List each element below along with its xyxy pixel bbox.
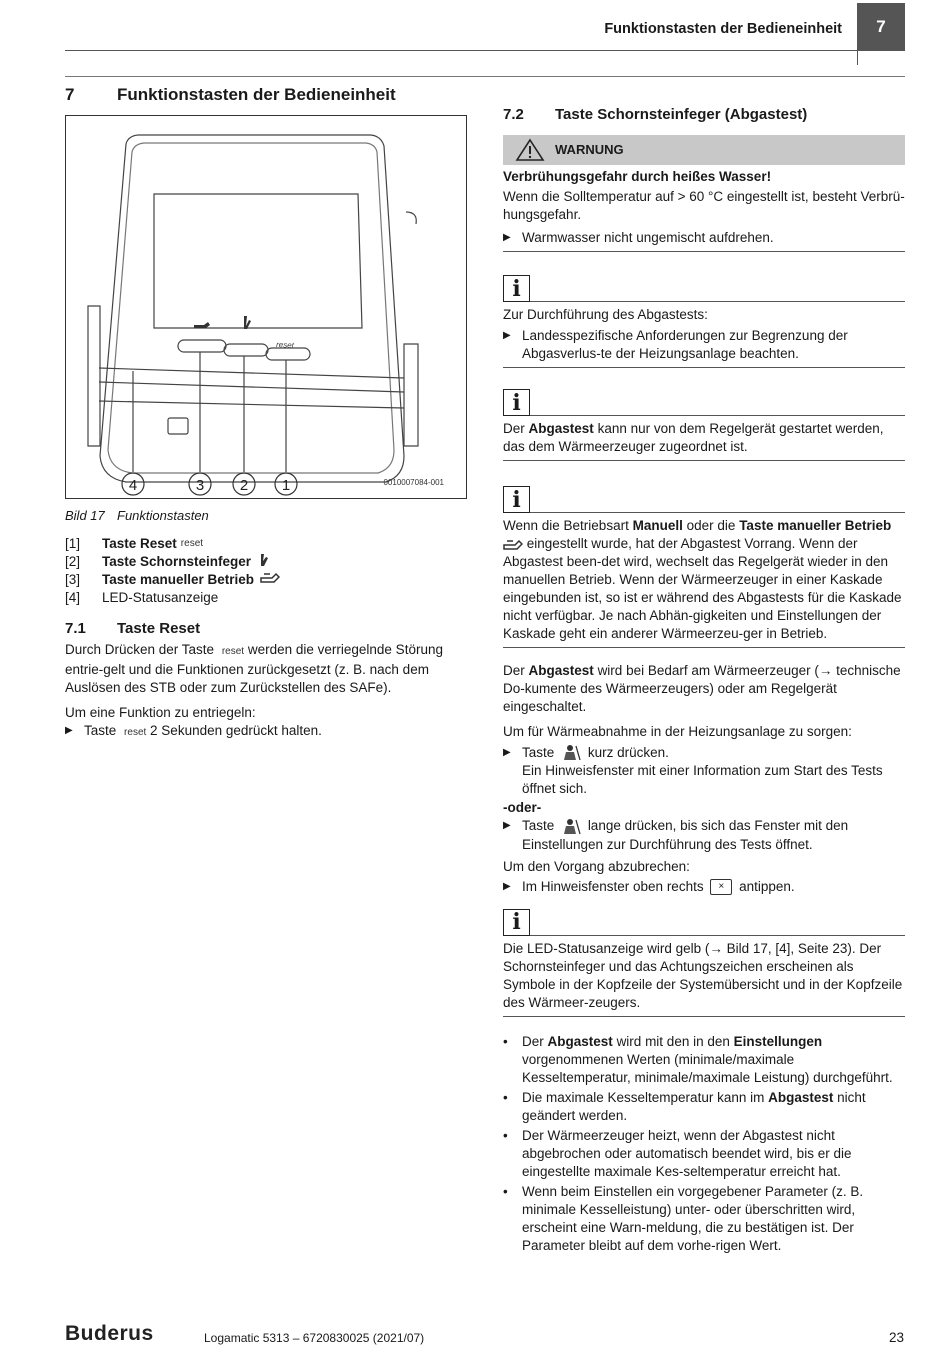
info-text: Zur Durchführung des Abgastests: xyxy=(503,307,708,322)
heat-intro: Um für Wärmeabnahme in der Heizungsanlage zu sorgen: xyxy=(503,724,852,739)
control-unit-drawing xyxy=(66,116,466,498)
exhaust-test-paragraph: Der Abgastest wird bei Bedarf am Wärmeerzeuger (→ technische Do-kumente des Wärmeerzeugers) oder am Regelgerät eingeschaltet. xyxy=(503,663,901,714)
chapter-heading-number: 7 xyxy=(65,85,75,104)
list-item: • Die maximale Kesseltemperatur kann im Abgastest nicht geändert werden. xyxy=(503,1089,866,1123)
divider xyxy=(530,935,905,936)
buderus-logo: Buderus xyxy=(65,1322,154,1345)
list-item: • Der Abgastest wird mit den in den Einstellungen vorgenommenen Werten (minimale/maximale Kesseltemperatur, minimale/maximale Leistung) durchgeführt. xyxy=(503,1033,893,1085)
warning-triangle-icon xyxy=(515,138,545,162)
warning-bar xyxy=(503,135,905,165)
callout-3: 3 xyxy=(195,477,205,494)
info-block-header xyxy=(503,483,905,513)
callout-2: 2 xyxy=(239,477,249,494)
legend-item xyxy=(65,589,467,607)
legend-label: Taste manueller Betrieb xyxy=(102,572,255,587)
step-arrow-icon: ▶ xyxy=(503,232,511,243)
legend-index: [1] xyxy=(65,536,81,551)
left-column xyxy=(65,84,467,742)
divider xyxy=(530,512,905,513)
section-title: Taste Reset xyxy=(117,620,201,637)
manual-mode-hand-icon xyxy=(503,538,523,550)
reset-description: Durch Drücken der Taste reset werden die verriegelnde Störung entrie-gelt und die Funktionen zurückgesetzt (z. B. nach dem Auslösen des STB oder zum Zurückstellen des SAFe). xyxy=(65,642,443,695)
step-arrow-icon: ▶ xyxy=(503,330,511,341)
divider xyxy=(530,415,905,416)
step-cancel: ▶ Im Hinweisfenster oben rechts × antippen. xyxy=(503,878,795,894)
close-icon: × xyxy=(710,879,732,895)
divider xyxy=(503,647,905,648)
document-reference: Logamatic 5313 – 6720830025 (2021/07) xyxy=(204,1331,425,1345)
chapter-tab: 7 xyxy=(857,3,905,51)
info-text: Wenn die Betriebsart Manuell oder die Taste manueller Betrieb eingestellt wurde, hat der Abgastest Vorrang. Wenn der Abgastest been-det wird, wechselt das Regelgerät wieder in den manuellen Betrieb. Wenn der Wärmeerzeuger in einer Kaskade eingebunden ist, so ist er während des Abgastests für die Kaskade nicht verfügbar. Je nach Abhän-gigkeiten und Einstellungen der Kaskade geht ein anderer Wärmeerzeu-ger in Betrieb. xyxy=(503,518,902,641)
unlock-step: ▶ Taste reset 2 Sekunden gedrückt halten. xyxy=(65,722,467,742)
chimney-sweep-icon xyxy=(558,818,584,836)
legend-index: [2] xyxy=(65,554,81,569)
section-7-2-heading xyxy=(503,105,905,125)
figure-caption-number: Bild 17 xyxy=(65,508,105,523)
step-long-press: ▶ Taste lange drücken, bis sich das Fenster mit den Einstellungen zur Durchführung des Tests öffnet. xyxy=(503,818,849,852)
header-rule-lower xyxy=(65,76,905,77)
info-icon: i xyxy=(503,909,530,936)
divider xyxy=(503,460,905,461)
chimney-sweep-icon xyxy=(257,553,269,567)
reset-key-text: reset xyxy=(124,727,147,738)
header-rule xyxy=(65,50,857,51)
callout-4: 4 xyxy=(128,477,138,494)
divider xyxy=(530,301,905,302)
callout-1: 1 xyxy=(281,477,291,494)
step-arrow-icon: ▶ xyxy=(503,820,511,832)
legend-index: [4] xyxy=(65,590,81,605)
section-7-1-heading xyxy=(65,619,467,639)
warning-text: Wenn die Solltemperatur auf > 60 °C eingestellt ist, besteht Verbrü-hungsgefahr. xyxy=(503,189,905,222)
reset-key-text: reset xyxy=(180,538,204,549)
list-item: • Der Wärmeerzeuger heizt, wenn der Abgastest nicht abgebrochen oder automatisch beendet wird, bis er die eingestellte maximale Kes-seltemperatur erreicht hat. xyxy=(503,1127,852,1179)
divider xyxy=(503,367,905,368)
step-short-press: ▶ Taste kurz drücken. Ein Hinweisfenster mit einer Information zum Start des Tests öffnet sich. xyxy=(503,745,883,797)
header-tick xyxy=(857,51,858,65)
info-icon: i xyxy=(503,275,530,302)
figure-caption xyxy=(65,507,467,525)
step-arrow-icon: ▶ xyxy=(503,747,511,758)
figure-legend xyxy=(65,535,467,607)
info-block-header xyxy=(503,906,905,936)
notes-list xyxy=(503,1033,905,1255)
legend-index: [3] xyxy=(65,572,81,587)
divider xyxy=(503,1016,905,1017)
step-arrow-icon: ▶ xyxy=(65,725,73,736)
right-column xyxy=(503,105,905,1255)
warning-label: WARNUNG xyxy=(555,142,624,157)
chimney-sweep-icon xyxy=(558,744,584,762)
chapter-heading xyxy=(65,84,467,106)
info-text: Die LED-Statusanzeige wird gelb (→ Bild 17, [4], Seite 23). Der Schornsteinfeger und das Achtungszeichen erscheinen als Symbole in der Kopfzeile der Systemübersicht und in der Kopfzeile des Wärmeer-zeugers. xyxy=(503,940,903,1010)
or-separator: -oder- xyxy=(503,800,542,816)
section-number: 7.2 xyxy=(503,106,524,123)
page-number: 23 xyxy=(888,1330,904,1345)
section-title: Taste Schornsteinfeger (Abgastest) xyxy=(555,106,808,123)
legend-label: Taste Reset xyxy=(102,536,177,551)
unlock-intro: Um eine Funktion zu entriegeln: xyxy=(65,705,256,720)
warning-step: ▶ Warmwasser nicht ungemischt aufdrehen. xyxy=(503,230,774,245)
cancel-intro: Um den Vorgang abzubrechen: xyxy=(503,858,690,874)
figure-caption-text: Funktionstasten xyxy=(117,508,209,523)
figure-code: 0010007084-001 xyxy=(383,478,444,487)
info-block-header xyxy=(503,272,905,302)
legend-label: LED-Statusanzeige xyxy=(102,590,219,605)
reset-key-text: reset xyxy=(221,646,245,657)
chapter-heading-title: Funktionstasten der Bedieneinheit xyxy=(117,85,396,104)
legend-item xyxy=(65,535,467,553)
info-icon: i xyxy=(503,486,530,513)
running-header-title: Funktionstasten der Bedieneinheit xyxy=(604,21,842,37)
section-number: 7.1 xyxy=(65,620,86,637)
info-text: Der Abgastest kann nur von dem Regelgerät gestartet werden, das dem Wärmeerzeuger zugeordnet ist. xyxy=(503,421,884,454)
warning-headline: Verbrühungsgefahr durch heißes Wasser! xyxy=(503,169,772,184)
legend-item xyxy=(65,553,467,571)
info-icon: i xyxy=(503,389,530,416)
info-step: ▶ Landesspezifische Anforderungen zur Begrenzung der Abgasverlus-te der Heizungsanlage beachten. xyxy=(503,328,848,361)
list-item: • Wenn beim Einstellen ein vorgegebener Parameter (z. B. minimale Kesselleistung) unter- oder überschritten wird, erscheint eine Warn-meldung, die zu bestätigen ist. Der Parameter bleibt auf dem vorhe-rigen Wert. xyxy=(503,1183,864,1253)
manual-mode-hand-icon xyxy=(260,571,280,583)
info-block-header xyxy=(503,386,905,416)
legend-item xyxy=(65,571,467,589)
reset-button-label: reset xyxy=(275,340,295,350)
step-arrow-icon: ▶ xyxy=(503,880,511,892)
divider xyxy=(503,251,905,252)
legend-label: Taste Schornsteinfeger xyxy=(102,554,252,569)
figure-control-unit xyxy=(65,115,467,499)
